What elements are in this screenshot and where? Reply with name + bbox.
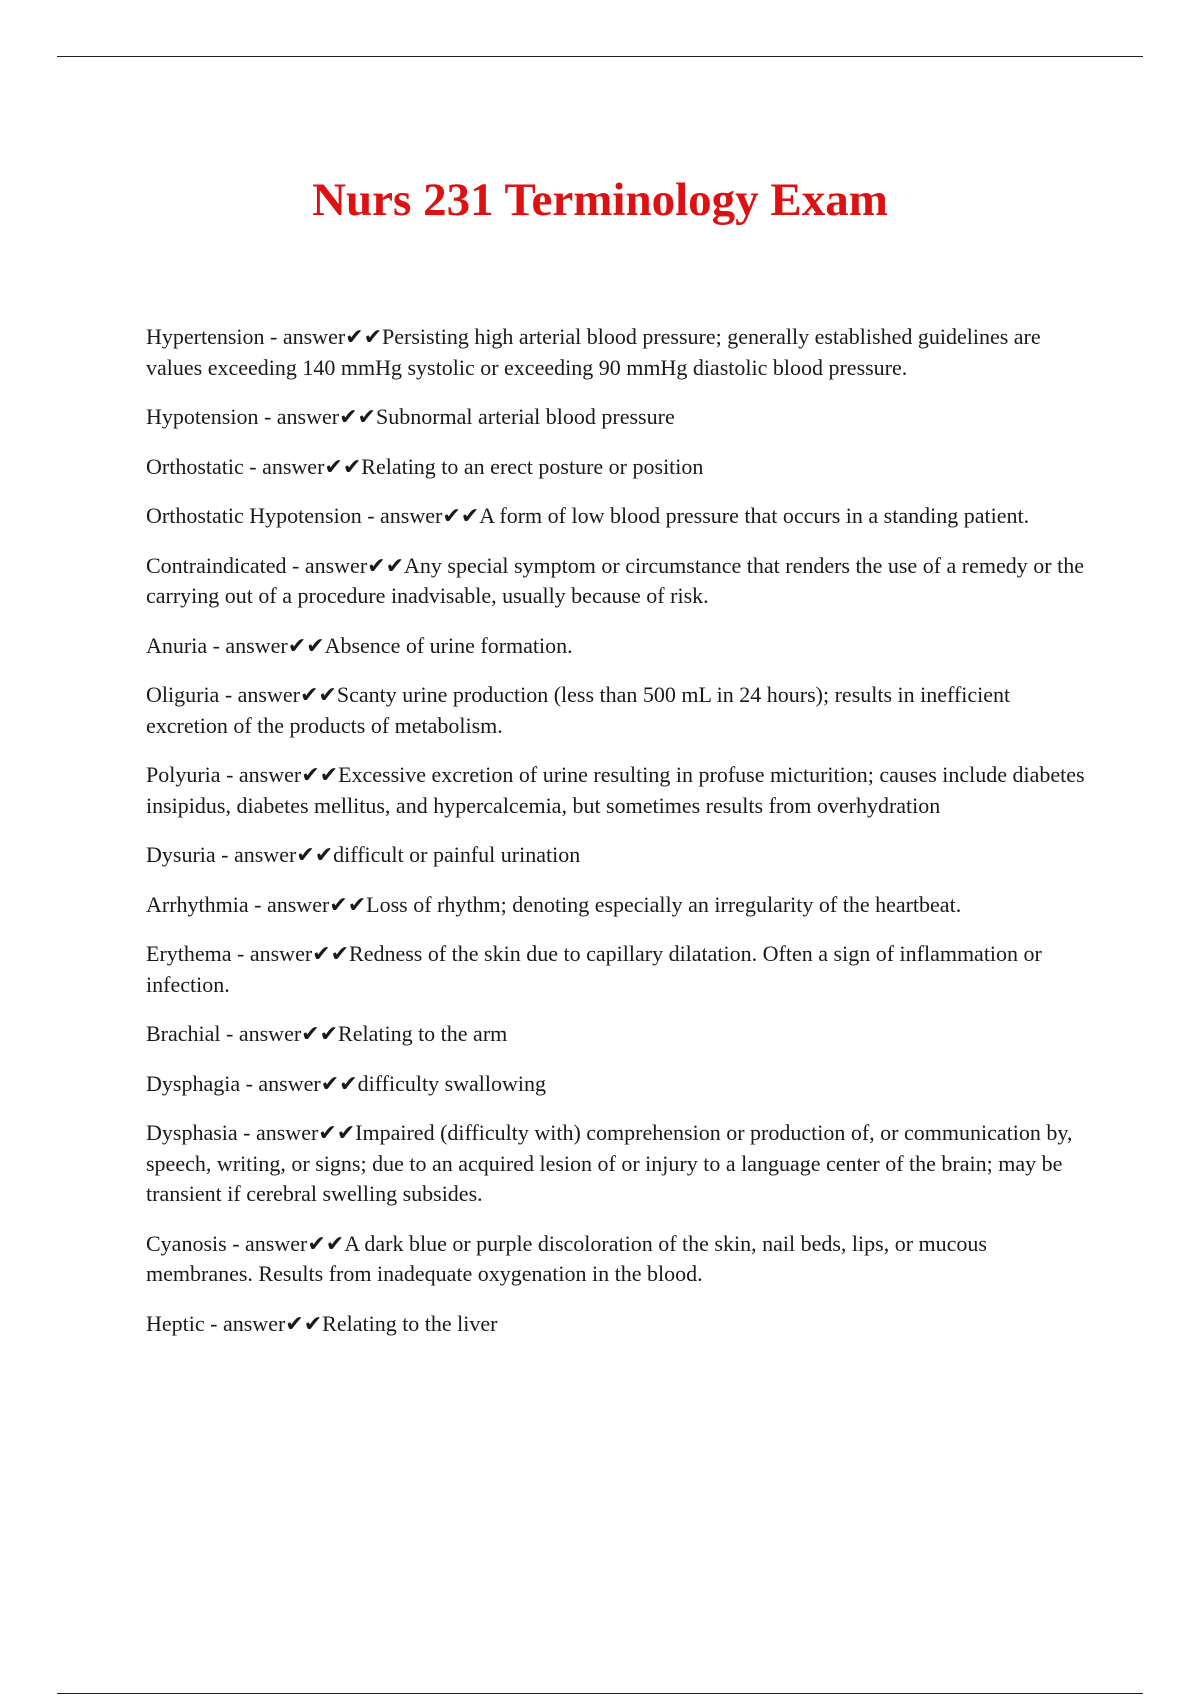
answer-separator: - answer✔✔	[248, 891, 367, 917]
term-name: Hypotension	[146, 404, 259, 429]
term-definition: difficult or painful urination	[333, 842, 581, 867]
term-definition: Any special symptom or circumstance that renders the use of a remedy or the carrying out of a procedure inadvisable, usually because of risk.	[146, 552, 1084, 608]
answer-separator: - answer✔✔	[243, 453, 362, 479]
term-name: Heptic	[146, 1310, 205, 1336]
page-title: Nurs 231 Terminology Exam	[312, 174, 888, 226]
term-entry	[146, 890, 1086, 921]
term-definition: Loss of rhythm; denoting especially an irregularity of the heartbeat.	[366, 891, 962, 917]
term-entry	[146, 680, 1086, 741]
term-definition: Absence of urine formation.	[324, 632, 573, 658]
term-entry	[146, 1069, 1086, 1100]
term-definition: Redness of the skin due to capillary dilatation. Often a sign of inflammation or infection.	[146, 941, 1042, 997]
answer-separator: - answer✔✔	[286, 552, 405, 578]
term-name: Arrhythmia	[146, 891, 249, 917]
term-entry	[146, 551, 1086, 612]
answer-separator: - answer✔✔	[240, 1070, 358, 1096]
term-name: Anuria	[146, 632, 208, 658]
answer-separator: - answer✔✔	[231, 941, 350, 966]
answer-separator: - answer✔✔	[219, 682, 337, 707]
term-definition: Relating to an erect posture or position	[361, 453, 704, 479]
term-entry	[146, 840, 1086, 871]
top-divider	[57, 56, 1143, 57]
term-name: Orthostatic	[146, 453, 244, 479]
answer-separator: - answer✔✔	[361, 503, 480, 528]
term-entry	[146, 760, 1086, 821]
answer-separator: - answer✔✔	[220, 1021, 339, 1046]
bottom-divider	[57, 1693, 1143, 1694]
term-definition: Impaired (difficulty with) comprehension or production of, or communication by, speech, writing, or signs; due to an acquired lesion of or injury to a language center of the brain; may be transient if cerebral swelling subsides.	[146, 1120, 1073, 1206]
term-entry	[146, 1118, 1086, 1210]
term-name: Dysuria	[146, 842, 216, 867]
term-name: Oliguria	[146, 682, 220, 707]
term-entry	[146, 939, 1086, 1000]
term-definition: difficulty swallowing	[357, 1070, 547, 1096]
term-name: Cyanosis	[146, 1230, 227, 1256]
term-entry	[146, 1229, 1086, 1290]
term-entry	[146, 452, 1086, 483]
term-definition: Persisting high arterial blood pressure; generally established guidelines are values exceeding 140 mmHg systolic or exceeding 90 mmHg diastolic blood pressure.	[146, 324, 1041, 380]
term-entry	[146, 631, 1086, 662]
term-entry	[146, 1019, 1086, 1050]
terminology-list	[146, 322, 1086, 1358]
term-name: Orthostatic Hypotension	[146, 503, 362, 528]
term-entry	[146, 501, 1086, 532]
term-name: Erythema	[146, 941, 232, 966]
term-name: Dysphasia	[146, 1120, 238, 1145]
term-definition: A form of low blood pressure that occurs in a standing patient.	[479, 503, 1030, 528]
term-definition: A dark blue or purple discoloration of the skin, nail beds, lips, or mucous membranes. Results from inadequate oxygenation in the blood.	[146, 1230, 987, 1286]
term-definition: Relating to the liver	[322, 1310, 498, 1336]
term-name: Brachial	[146, 1021, 221, 1046]
answer-separator: - answer✔✔	[215, 842, 334, 867]
term-name: Polyuria	[146, 762, 221, 787]
answer-separator: - answer✔✔	[207, 632, 325, 658]
answer-separator: - answer✔✔	[204, 1310, 323, 1336]
term-entry	[146, 1309, 1086, 1340]
answer-separator: - answer✔✔	[226, 1230, 345, 1256]
term-definition: Relating to the arm	[338, 1021, 508, 1046]
answer-separator: - answer✔✔	[237, 1120, 356, 1145]
term-entry	[146, 402, 1086, 433]
answer-separator: - answer✔✔	[258, 404, 376, 429]
term-definition: Excessive excretion of urine resulting in profuse micturition; causes include diabetes insipidus, diabetes mellitus, and hypercalcemia, but sometimes results from overhydration	[146, 762, 1085, 818]
term-name: Hypertension	[146, 324, 265, 349]
term-name: Dysphagia	[146, 1070, 241, 1096]
term-entry	[146, 322, 1086, 383]
term-definition: Scanty urine production (less than 500 mL in 24 hours); results in inefficient excretion of the products of metabolism.	[146, 682, 1011, 738]
term-name: Contraindicated	[146, 552, 287, 578]
answer-separator: - answer✔✔	[220, 762, 339, 787]
term-definition: Subnormal arterial blood pressure	[375, 404, 675, 429]
answer-separator: - answer✔✔	[264, 324, 383, 349]
